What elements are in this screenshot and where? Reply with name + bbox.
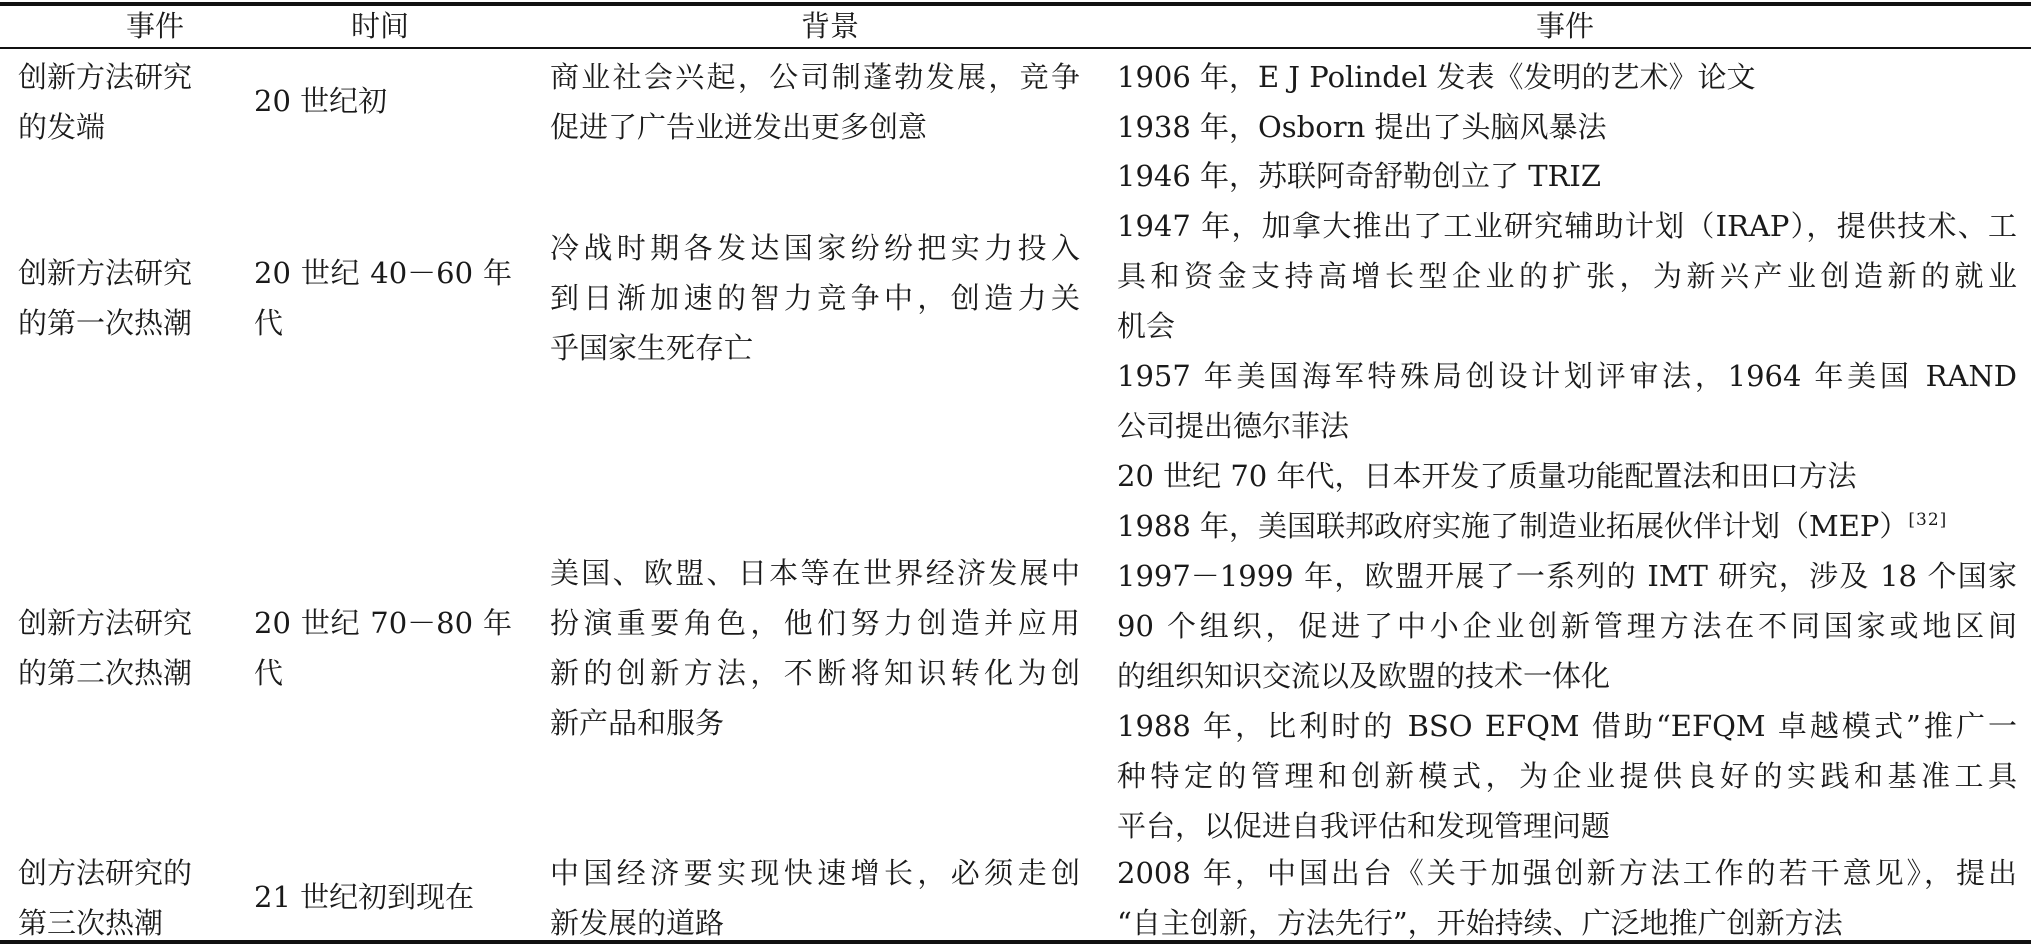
row3-event: 创新方法研究 的第二次热潮 bbox=[18, 606, 193, 690]
header-time: 时间 bbox=[350, 9, 409, 43]
row1-details: 1906 年，E J Polindel 发表《发明的艺术》论文 1938 年，Osborn 提出了头脑风暴法 bbox=[1117, 60, 1756, 144]
row4-details: 2008 年，中国出台《关于加强创新方法工作的若干意见》，提出 “自主创新，方法先行”，开始持续、广泛地推广创新方法 bbox=[1117, 856, 2017, 940]
row2-details: 1946 年，苏联阿奇舒勒创立了 TRIZ 1947 年，加拿大推出了工业研究辅助计划（IRAP），提供技术、工 具和资金支持高增长型企业的扩张，为新兴产业创造新的就业 机会 1957 年美国海军特殊局创设计划评审法，1964 年美国 RAND 公司提出德尔菲法 bbox=[1117, 159, 2017, 443]
row1-background: 商业社会兴起，公司制蓬勃发展，竞争 促进了广告业迸发出更多创意 bbox=[550, 60, 1080, 144]
header-event: 事件 bbox=[125, 9, 184, 43]
row2-background: 冷战时期各发达国家纷纷把实力投入 到日渐加速的智力竞争中，创造力关 乎国家生死存亡 bbox=[550, 231, 1080, 365]
row2-time: 20 世纪 40－60 年 代 bbox=[254, 256, 512, 340]
row4-background: 中国经济要实现快速增长，必须走创 新发展的道路 bbox=[550, 856, 1080, 940]
row3-background: 美国、欧盟、日本等在世界经济发展中 扮演重要角色，他们努力创造并应用 新的创新方法，不断将知识转化为创 新产品和服务 bbox=[550, 556, 1080, 740]
citation-ref: [32] bbox=[1908, 510, 1948, 530]
row3-time: 20 世纪 70－80 年 代 bbox=[254, 606, 512, 690]
row3-details: 20 世纪 70 年代，日本开发了质量功能配置法和田口方法 1988 年，美国联邦政府实施了制造业拓展伙伴计划（MEP）[32] 1997－1999 年，欧盟开展了一系列的 IMT 研究，涉及 18 个国家 90 个组织，促进了中小企业创新管理方法在不同国家或地区间 的组织知识交流以及欧盟的技术一体化 1988 年，比利时的 BSO EFQM 借助“EFQM 卓越模式”推广一 种特定的管理和创新模式，为企业提供良好的实践和基准工具 平台，以促进自我评估和发现管理问题 bbox=[1117, 459, 2017, 843]
row2-event: 创新方法研究 的第一次热潮 bbox=[18, 256, 193, 340]
row1-time: 20 世纪初 bbox=[254, 84, 388, 118]
row4-time: 21 世纪初到现在 bbox=[254, 880, 475, 914]
row4-event: 创方法研究的 第三次热潮 bbox=[18, 856, 193, 940]
header-background: 背景 bbox=[800, 9, 859, 43]
table-header-rule bbox=[0, 47, 2031, 49]
row1-event: 创新方法研究 的发端 bbox=[18, 60, 193, 144]
header-details: 事件 bbox=[1535, 9, 1594, 43]
